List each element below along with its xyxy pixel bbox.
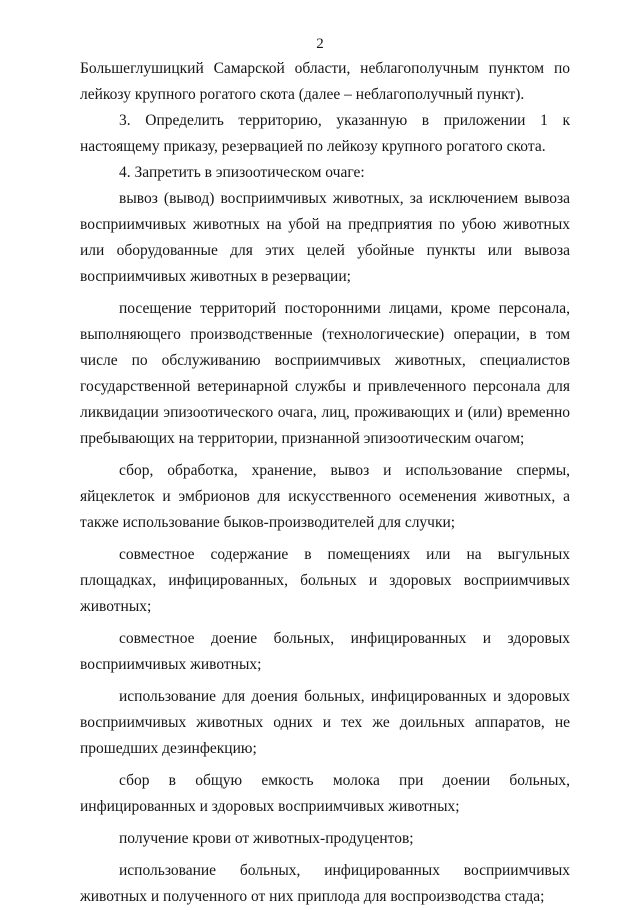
paragraph-ban-milk-collection: сбор в общую емкость молока при доении больных, инфицированных и здоровых восприимчивых животных; bbox=[80, 772, 570, 815]
paragraph-ban-visits: посещение территорий посторонними лицами, кроме персонала, выполняющего производственные (технологические) операции, в том числе по обслуживанию восприимчивых животных, специалистов государственной ветеринарной службы и привлеченного персонала для ликвидации эпизоотического очага, лиц, проживающих и (или) временно пребывающих на территории, признанной эпизоотическим очагом; bbox=[80, 300, 570, 447]
page-number: 2 bbox=[316, 36, 324, 52]
document-body bbox=[80, 56, 570, 910]
paragraph-ban-export: вывоз (вывод) восприимчивых животных, за исключением вывоза восприимчивых животных на убой на предприятия по убою животных или оборудованные для этих целей убойные пункты или вывоза восприимчивых животных в резервации; bbox=[80, 190, 570, 285]
paragraph-continuation: Большеглушицкий Самарской области, неблагополучным пунктом по лейкозу крупного рогатого скота (далее – неблагополучный пункт). bbox=[80, 60, 570, 103]
paragraph-ban-breeding: использование больных, инфицированных восприимчивых животных и полученного от них приплода для воспроизводства стада; bbox=[80, 862, 570, 905]
paragraph-ban-semen: сбор, обработка, хранение, вывоз и использование спермы, яйцеклеток и эмбрионов для искусственного осеменения животных, а также использование быков-производителей для случки; bbox=[80, 462, 570, 531]
paragraph-item-4: 4. Запретить в эпизоотическом очаге: bbox=[119, 164, 365, 181]
paragraph-ban-housing: совместное содержание в помещениях или на выгульных площадках, инфицированных, больных и здоровых восприимчивых животных; bbox=[80, 546, 570, 615]
paragraph-item-3: 3. Определить территорию, указанную в приложении 1 к настоящему приказу, резервацией по лейкозу крупного рогатого скота. bbox=[80, 112, 570, 155]
paragraph-ban-blood: получение крови от животных-продуцентов; bbox=[119, 830, 414, 847]
paragraph-ban-equipment: использование для доения больных, инфицированных и здоровых восприимчивых животных одних и тех же доильных аппаратов, не прошедших дезинфекцию; bbox=[80, 688, 570, 757]
paragraph-ban-milking: совместное доение больных, инфицированных и здоровых восприимчивых животных; bbox=[80, 630, 570, 673]
